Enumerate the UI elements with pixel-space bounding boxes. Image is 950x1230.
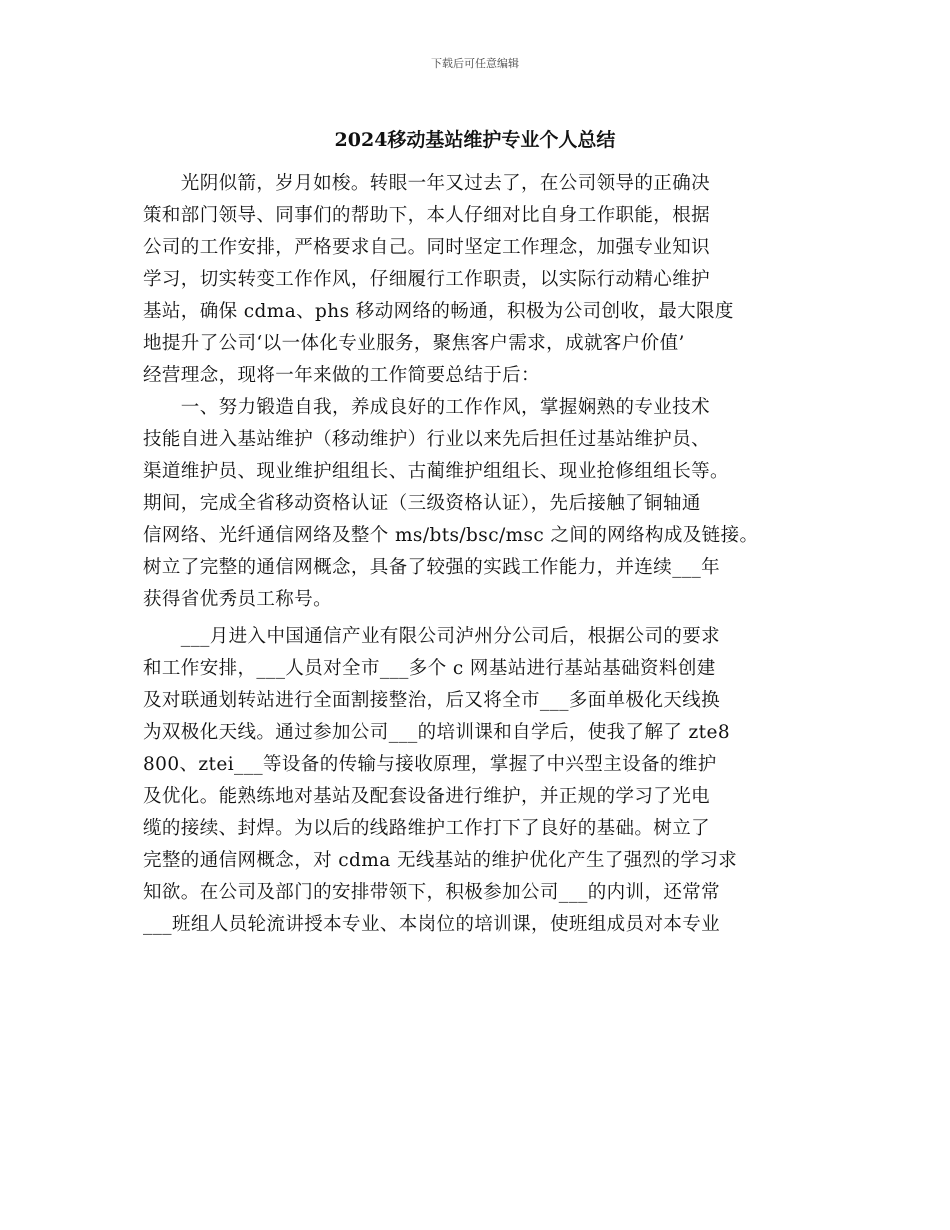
text-line: 完整的通信网概念，对 cdma 无线基站的维护优化产生了强烈的学习求 <box>143 850 738 871</box>
text-line: 缆的接续、封焊。为以后的线路维护工作打下了良好的基础。树立了 <box>143 818 711 839</box>
text-line: ___班组人员轮流讲授本专业、本岗位的培训课，使班组成员对本专业 <box>143 914 721 935</box>
text-line: 光阴似箭，岁月如梭。转眼一年又过去了，在公司领导的正确决 <box>143 173 711 194</box>
text-line: 策和部门领导、同事们的帮助下，本人仔细对比自身工作职能，根据 <box>143 205 711 226</box>
paragraph-3 <box>143 621 813 941</box>
text-line: 及对联通划转站进行全面割接整治，后又将全市___多面单极化天线换 <box>143 690 721 711</box>
header-note: 下载后可任意编辑 <box>431 57 519 70</box>
document-title: 2024移动基站维护专业个人总结 <box>334 129 616 151</box>
text-line: 获得省优秀员工称号。 <box>143 589 333 610</box>
text-line: 及优化。能熟练地对基站及配套设备进行维护，并正规的学习了光电 <box>143 786 711 807</box>
paragraph-2 <box>143 392 813 616</box>
text-line: 800、ztei___等设备的传输与接收原理，掌握了中兴型主设备的维护 <box>143 754 717 775</box>
text-line: 一、努力锻造自我，养成良好的工作作风，掌握娴熟的专业技术 <box>143 397 711 418</box>
document-body <box>143 168 813 941</box>
text-line: 技能自进入基站维护（移动维护）行业以来先后担任过基站维护员、 <box>143 429 711 450</box>
text-line: ___月进入中国通信产业有限公司泸州分公司后，根据公司的要求 <box>143 626 721 647</box>
text-line: 为双极化天线。通过参加公司___的培训课和自学后，使我了解了 zte8 <box>143 722 731 743</box>
text-line: 渠道维护员、现业维护组组长、古蔺维护组组长、现业抢修组组长等。 <box>143 461 729 482</box>
text-line: 公司的工作安排，严格要求自己。同时坚定工作理念，加强专业知识 <box>143 237 711 258</box>
text-line: 地提升了公司‘以一体化专业服务，聚焦客户需求，成就客户价值’ <box>143 333 685 354</box>
text-line: 信网络、光纤通信网络及整个 ms/bts/bsc/msc 之间的网络构成及链接。 <box>143 525 759 546</box>
paragraph-1 <box>143 168 813 392</box>
text-line: 学习，切实转变工作作风，仔细履行工作职责，以实际行动精心维护 <box>143 269 711 290</box>
text-line: 期间，完成全省移动资格认证（三级资格认证），先后接触了铜轴通 <box>143 493 701 514</box>
text-line: 树立了完整的通信网概念，具备了较强的实践工作能力，并连续___年 <box>143 557 721 578</box>
text-line: 基站，确保 cdma、phs 移动网络的畅通，积极为公司创收，最大限度 <box>143 301 734 322</box>
text-line: 知欲。在公司及部门的安排带领下，积极参加公司___的内训，还常常 <box>143 882 721 903</box>
text-line: 和工作安排，___人员对全市___多个 c 网基站进行基站基础资料创建 <box>143 658 716 679</box>
text-line: 经营理念，现将一年来做的工作简要总结于后： <box>143 365 540 386</box>
